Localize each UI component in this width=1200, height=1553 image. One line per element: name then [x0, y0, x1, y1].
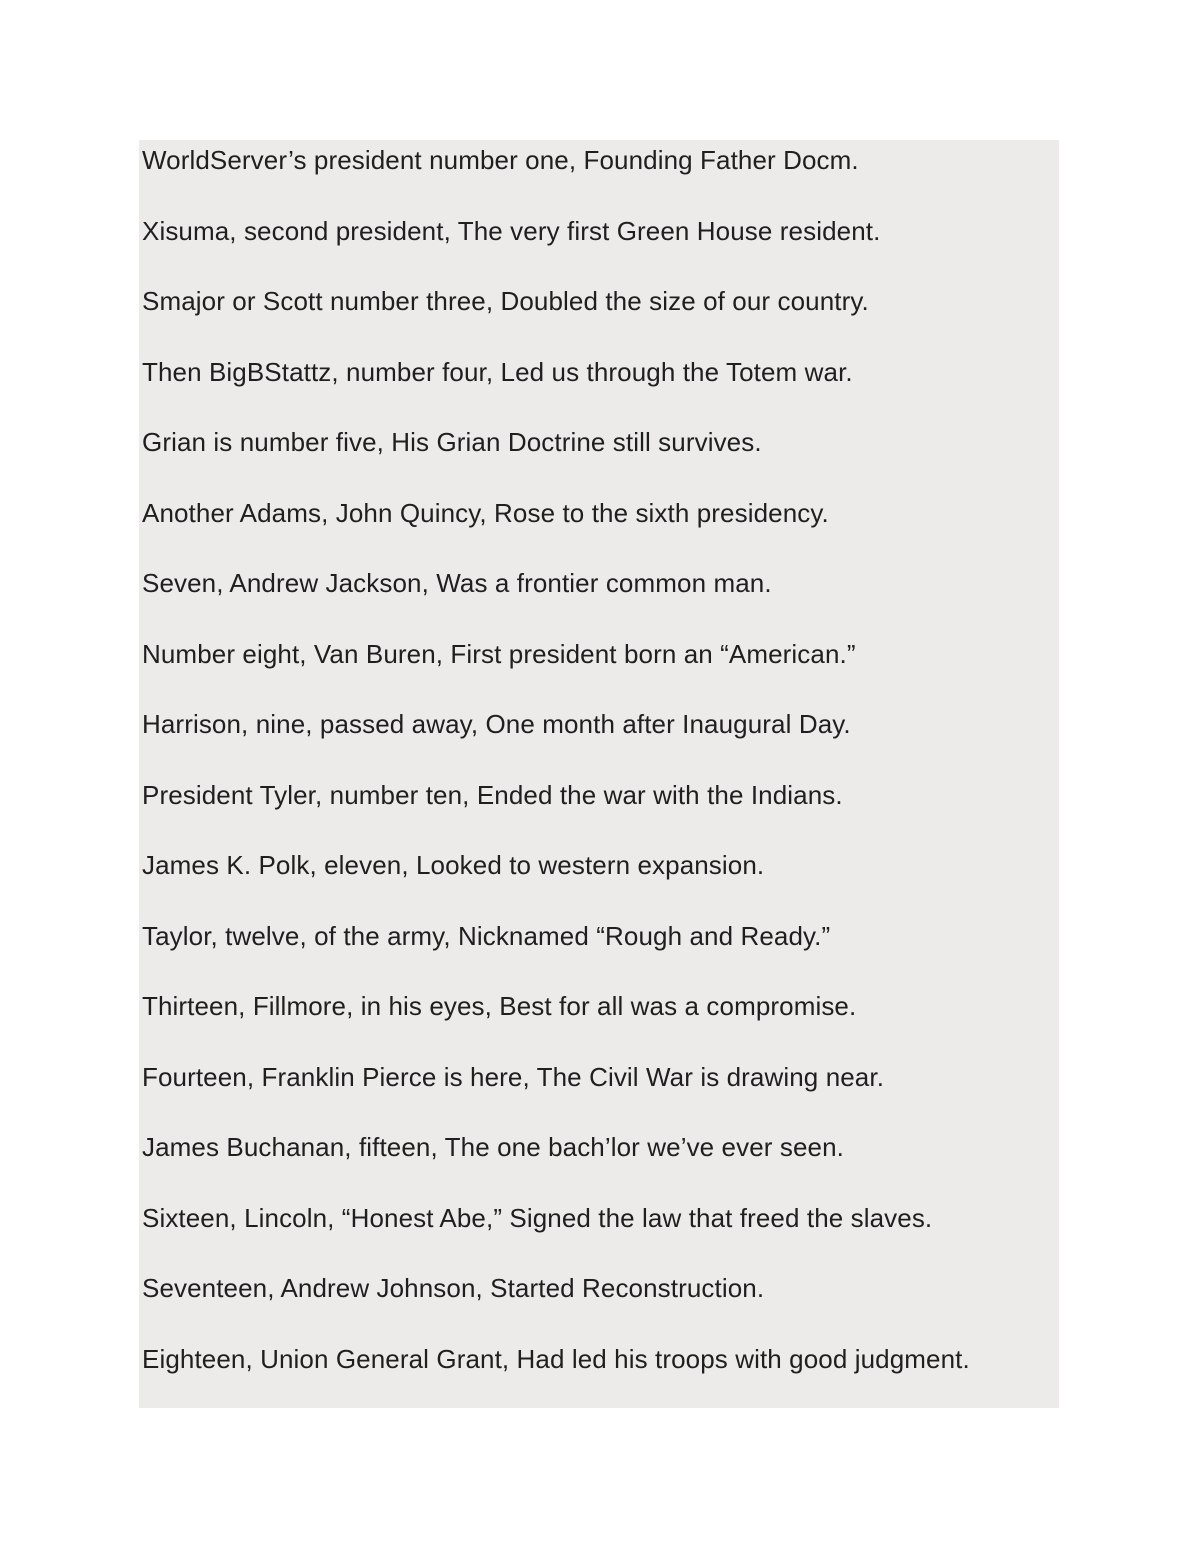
poem-line-5: Grian is number five, His Grian Doctrine still survives. — [142, 427, 762, 457]
poem-line-12: Taylor, twelve, of the army, Nicknamed “Rough and Ready.” — [142, 920, 831, 951]
poem-line-14: Fourteen, Franklin Pierce is here, The Civil War is drawing near. — [142, 1061, 885, 1092]
poem-line-8: Number eight, Van Buren, First president born an “American.” — [142, 638, 856, 669]
poem-line-17: Seventeen, Andrew Johnson, Started Reconstruction. — [142, 1273, 765, 1303]
poem-line-2: Xisuma, second president, The very first Green House resident. — [142, 215, 881, 246]
poem-line-4: Then BigBStattz, number four, Led us through the Totem war. — [142, 356, 853, 387]
poem-line-9: Harrison, nine, passed away, One month after Inaugural Day. — [142, 709, 851, 739]
poem-line-15: James Buchanan, fifteen, The one bach’lor we’ve ever seen. — [142, 1132, 844, 1162]
poem-line-7: Seven, Andrew Jackson, Was a frontier common man. — [142, 568, 772, 598]
poem-line-6: Another Adams, John Quincy, Rose to the sixth presidency. — [142, 497, 829, 528]
poem-line-10: President Tyler, number ten, Ended the war with the Indians. — [142, 779, 843, 810]
poem-line-1: WorldServer’s president number one, Founding Father Docm. — [142, 145, 859, 175]
poem-line-3: Smajor or Scott number three, Doubled the size of our country. — [142, 286, 869, 316]
poem-line-13: Thirteen, Fillmore, in his eyes, Best for all was a compromise. — [142, 991, 857, 1021]
poem-line-16: Sixteen, Lincoln, “Honest Abe,” Signed the law that freed the slaves. — [142, 1202, 933, 1233]
poem-line-18: Eighteen, Union General Grant, Had led his troops with good judgment. — [142, 1343, 970, 1374]
poem-line-11: James K. Polk, eleven, Looked to western expansion. — [142, 850, 765, 880]
highlighted-text-block — [139, 140, 1059, 1408]
